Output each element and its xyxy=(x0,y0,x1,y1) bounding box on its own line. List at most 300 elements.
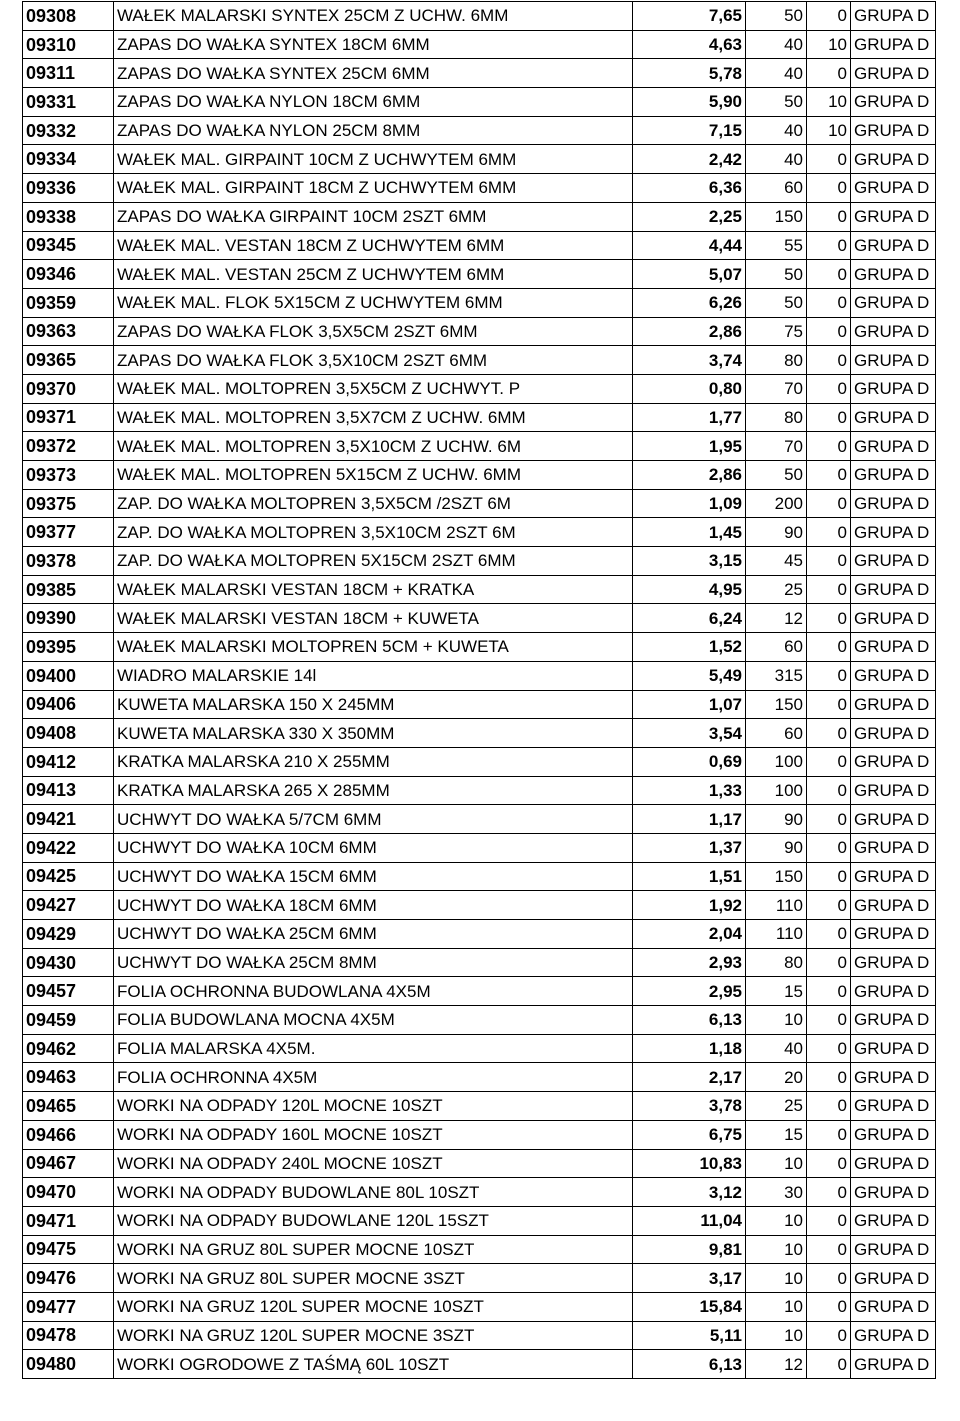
product-name: WORKI NA GRUZ 80L SUPER MOCNE 10SZT xyxy=(114,1235,633,1264)
product-quantity: 80 xyxy=(746,403,807,432)
product-name: ZAPAS DO WAŁKA GIRPAINT 10CM 2SZT 6MM xyxy=(114,202,633,231)
table-row xyxy=(23,202,936,231)
product-price: 0,80 xyxy=(633,374,746,403)
product-discount: 0 xyxy=(807,1006,851,1035)
product-quantity: 10 xyxy=(746,1321,807,1350)
product-name: ZAPAS DO WAŁKA NYLON 25CM 8MM xyxy=(114,116,633,145)
table-row xyxy=(23,1321,936,1350)
product-code: 09331 xyxy=(23,88,114,117)
product-group: GRUPA D xyxy=(851,2,936,31)
product-quantity: 25 xyxy=(746,575,807,604)
product-price: 4,95 xyxy=(633,575,746,604)
product-price: 5,07 xyxy=(633,260,746,289)
product-price: 2,42 xyxy=(633,145,746,174)
product-quantity: 50 xyxy=(746,288,807,317)
product-discount: 0 xyxy=(807,1292,851,1321)
product-discount: 0 xyxy=(807,833,851,862)
product-price: 5,11 xyxy=(633,1321,746,1350)
product-quantity: 20 xyxy=(746,1063,807,1092)
product-group: GRUPA D xyxy=(851,231,936,260)
product-group: GRUPA D xyxy=(851,776,936,805)
product-code: 09459 xyxy=(23,1006,114,1035)
product-group: GRUPA D xyxy=(851,260,936,289)
product-name: FOLIA MALARSKA 4X5M. xyxy=(114,1034,633,1063)
product-discount: 0 xyxy=(807,518,851,547)
table-row xyxy=(23,461,936,490)
product-name: UCHWYT DO WAŁKA 25CM 8MM xyxy=(114,948,633,977)
product-price: 6,26 xyxy=(633,288,746,317)
product-price: 3,54 xyxy=(633,719,746,748)
product-name: UCHWYT DO WAŁKA 10CM 6MM xyxy=(114,833,633,862)
table-row xyxy=(23,1350,936,1379)
product-quantity: 100 xyxy=(746,776,807,805)
table-row xyxy=(23,719,936,748)
table-row xyxy=(23,489,936,518)
product-quantity: 150 xyxy=(746,202,807,231)
product-price: 1,18 xyxy=(633,1034,746,1063)
product-quantity: 10 xyxy=(746,1006,807,1035)
product-price: 1,51 xyxy=(633,862,746,891)
product-code: 09406 xyxy=(23,690,114,719)
product-discount: 0 xyxy=(807,862,851,891)
product-code: 09467 xyxy=(23,1149,114,1178)
table-row xyxy=(23,547,936,576)
product-group: GRUPA D xyxy=(851,145,936,174)
product-code: 09408 xyxy=(23,719,114,748)
table-row xyxy=(23,1235,936,1264)
product-name: WORKI NA GRUZ 120L SUPER MOCNE 10SZT xyxy=(114,1292,633,1321)
product-quantity: 90 xyxy=(746,833,807,862)
product-price: 7,15 xyxy=(633,116,746,145)
product-quantity: 40 xyxy=(746,1034,807,1063)
product-price: 1,52 xyxy=(633,633,746,662)
product-code: 09475 xyxy=(23,1235,114,1264)
product-price: 7,65 xyxy=(633,2,746,31)
product-quantity: 12 xyxy=(746,604,807,633)
product-quantity: 75 xyxy=(746,317,807,346)
product-quantity: 100 xyxy=(746,747,807,776)
product-code: 09385 xyxy=(23,575,114,604)
product-group: GRUPA D xyxy=(851,633,936,662)
price-list-body xyxy=(23,2,936,1379)
table-row xyxy=(23,1034,936,1063)
product-name: WAŁEK MALARSKI VESTAN 18CM + KUWETA xyxy=(114,604,633,633)
product-code: 09477 xyxy=(23,1292,114,1321)
product-name: KRATKA MALARSKA 265 X 285MM xyxy=(114,776,633,805)
product-quantity: 80 xyxy=(746,948,807,977)
product-group: GRUPA D xyxy=(851,1034,936,1063)
product-name: WORKI NA ODPADY 120L MOCNE 10SZT xyxy=(114,1092,633,1121)
product-name: ZAPAS DO WAŁKA SYNTEX 18CM 6MM xyxy=(114,30,633,59)
product-code: 09334 xyxy=(23,145,114,174)
product-discount: 0 xyxy=(807,317,851,346)
table-row xyxy=(23,1092,936,1121)
product-group: GRUPA D xyxy=(851,489,936,518)
product-name: KRATKA MALARSKA 210 X 255MM xyxy=(114,747,633,776)
product-code: 09480 xyxy=(23,1350,114,1379)
product-price: 6,24 xyxy=(633,604,746,633)
product-group: GRUPA D xyxy=(851,288,936,317)
product-price: 3,12 xyxy=(633,1178,746,1207)
product-code: 09375 xyxy=(23,489,114,518)
product-code: 09457 xyxy=(23,977,114,1006)
product-name: WORKI NA GRUZ 80L SUPER MOCNE 3SZT xyxy=(114,1264,633,1293)
product-quantity: 60 xyxy=(746,633,807,662)
table-row xyxy=(23,346,936,375)
table-row xyxy=(23,317,936,346)
product-price: 3,17 xyxy=(633,1264,746,1293)
product-group: GRUPA D xyxy=(851,432,936,461)
product-price: 9,81 xyxy=(633,1235,746,1264)
table-row xyxy=(23,1178,936,1207)
product-discount: 0 xyxy=(807,690,851,719)
product-name: WAŁEK MAL. VESTAN 25CM Z UCHWYTEM 6MM xyxy=(114,260,633,289)
table-row xyxy=(23,2,936,31)
product-code: 09478 xyxy=(23,1321,114,1350)
table-row xyxy=(23,1006,936,1035)
product-code: 09395 xyxy=(23,633,114,662)
product-price: 1,17 xyxy=(633,805,746,834)
table-row xyxy=(23,288,936,317)
table-row xyxy=(23,1120,936,1149)
product-group: GRUPA D xyxy=(851,948,936,977)
table-row xyxy=(23,88,936,117)
product-code: 09332 xyxy=(23,116,114,145)
product-price: 4,63 xyxy=(633,30,746,59)
product-discount: 0 xyxy=(807,145,851,174)
product-quantity: 12 xyxy=(746,1350,807,1379)
product-name: ZAPAS DO WAŁKA FLOK 3,5X5CM 2SZT 6MM xyxy=(114,317,633,346)
product-name: WORKI NA ODPADY BUDOWLANE 80L 10SZT xyxy=(114,1178,633,1207)
product-group: GRUPA D xyxy=(851,1178,936,1207)
table-row xyxy=(23,432,936,461)
product-group: GRUPA D xyxy=(851,575,936,604)
table-row xyxy=(23,231,936,260)
product-discount: 10 xyxy=(807,30,851,59)
product-price: 2,04 xyxy=(633,920,746,949)
product-name: WORKI NA ODPADY 240L MOCNE 10SZT xyxy=(114,1149,633,1178)
product-group: GRUPA D xyxy=(851,317,936,346)
product-quantity: 150 xyxy=(746,862,807,891)
product-group: GRUPA D xyxy=(851,1006,936,1035)
product-code: 09421 xyxy=(23,805,114,834)
product-quantity: 50 xyxy=(746,2,807,31)
product-price: 2,25 xyxy=(633,202,746,231)
table-row xyxy=(23,747,936,776)
product-group: GRUPA D xyxy=(851,30,936,59)
product-discount: 0 xyxy=(807,920,851,949)
product-price: 2,95 xyxy=(633,977,746,1006)
product-name: WAŁEK MAL. MOLTOPREN 3,5X5CM Z UCHWYT. P xyxy=(114,374,633,403)
product-discount: 0 xyxy=(807,231,851,260)
product-quantity: 25 xyxy=(746,1092,807,1121)
product-discount: 0 xyxy=(807,547,851,576)
product-group: GRUPA D xyxy=(851,1292,936,1321)
product-quantity: 40 xyxy=(746,145,807,174)
table-row xyxy=(23,776,936,805)
table-row xyxy=(23,374,936,403)
product-name: WAŁEK MALARSKI SYNTEX 25CM Z UCHW. 6MM xyxy=(114,2,633,31)
product-discount: 0 xyxy=(807,403,851,432)
product-discount: 0 xyxy=(807,805,851,834)
product-price: 1,09 xyxy=(633,489,746,518)
table-row xyxy=(23,30,936,59)
table-row xyxy=(23,575,936,604)
product-price: 2,86 xyxy=(633,461,746,490)
product-quantity: 90 xyxy=(746,518,807,547)
product-price: 3,74 xyxy=(633,346,746,375)
product-discount: 0 xyxy=(807,1178,851,1207)
product-code: 09413 xyxy=(23,776,114,805)
product-price: 5,49 xyxy=(633,661,746,690)
product-quantity: 10 xyxy=(746,1206,807,1235)
product-group: GRUPA D xyxy=(851,403,936,432)
table-row xyxy=(23,174,936,203)
product-name: WAŁEK MAL. GIRPAINT 18CM Z UCHWYTEM 6MM xyxy=(114,174,633,203)
product-code: 09476 xyxy=(23,1264,114,1293)
product-price: 10,83 xyxy=(633,1149,746,1178)
product-discount: 0 xyxy=(807,1092,851,1121)
product-name: WORKI NA ODPADY BUDOWLANE 120L 15SZT xyxy=(114,1206,633,1235)
product-name: FOLIA BUDOWLANA MOCNA 4X5M xyxy=(114,1006,633,1035)
product-price: 2,86 xyxy=(633,317,746,346)
product-discount: 0 xyxy=(807,489,851,518)
product-name: WORKI NA ODPADY 160L MOCNE 10SZT xyxy=(114,1120,633,1149)
table-row xyxy=(23,633,936,662)
product-group: GRUPA D xyxy=(851,88,936,117)
product-code: 09466 xyxy=(23,1120,114,1149)
product-group: GRUPA D xyxy=(851,202,936,231)
product-price: 1,92 xyxy=(633,891,746,920)
product-name: WAŁEK MAL. GIRPAINT 10CM Z UCHWYTEM 6MM xyxy=(114,145,633,174)
product-group: GRUPA D xyxy=(851,1206,936,1235)
table-row xyxy=(23,403,936,432)
product-code: 09371 xyxy=(23,403,114,432)
table-row xyxy=(23,1206,936,1235)
product-group: GRUPA D xyxy=(851,805,936,834)
product-discount: 0 xyxy=(807,948,851,977)
product-discount: 0 xyxy=(807,661,851,690)
product-quantity: 70 xyxy=(746,432,807,461)
product-name: WAŁEK MAL. MOLTOPREN 3,5X7CM Z UCHW. 6MM xyxy=(114,403,633,432)
product-code: 09311 xyxy=(23,59,114,88)
table-row xyxy=(23,116,936,145)
product-discount: 0 xyxy=(807,432,851,461)
product-price: 1,45 xyxy=(633,518,746,547)
product-quantity: 15 xyxy=(746,1120,807,1149)
product-code: 09372 xyxy=(23,432,114,461)
table-row xyxy=(23,977,936,1006)
product-quantity: 40 xyxy=(746,59,807,88)
product-code: 09338 xyxy=(23,202,114,231)
product-group: GRUPA D xyxy=(851,1120,936,1149)
table-row xyxy=(23,862,936,891)
table-row xyxy=(23,948,936,977)
product-quantity: 80 xyxy=(746,346,807,375)
product-price: 1,33 xyxy=(633,776,746,805)
product-quantity: 55 xyxy=(746,231,807,260)
product-code: 09390 xyxy=(23,604,114,633)
product-price: 2,93 xyxy=(633,948,746,977)
product-code: 09463 xyxy=(23,1063,114,1092)
product-quantity: 110 xyxy=(746,920,807,949)
product-name: ZAP. DO WAŁKA MOLTOPREN 3,5X5CM /2SZT 6M xyxy=(114,489,633,518)
product-group: GRUPA D xyxy=(851,1264,936,1293)
product-quantity: 70 xyxy=(746,374,807,403)
table-row xyxy=(23,260,936,289)
product-quantity: 60 xyxy=(746,719,807,748)
product-name: WAŁEK MAL. FLOK 5X15CM Z UCHWYTEM 6MM xyxy=(114,288,633,317)
product-price: 2,17 xyxy=(633,1063,746,1092)
product-price: 1,07 xyxy=(633,690,746,719)
product-name: FOLIA OCHRONNA 4X5M xyxy=(114,1063,633,1092)
product-discount: 0 xyxy=(807,461,851,490)
product-price: 5,90 xyxy=(633,88,746,117)
product-group: GRUPA D xyxy=(851,719,936,748)
product-code: 09370 xyxy=(23,374,114,403)
product-code: 09310 xyxy=(23,30,114,59)
price-list-table xyxy=(22,1,936,1379)
product-code: 09365 xyxy=(23,346,114,375)
product-name: KUWETA MALARSKA 330 X 350MM xyxy=(114,719,633,748)
product-code: 09378 xyxy=(23,547,114,576)
product-code: 09429 xyxy=(23,920,114,949)
product-price: 1,37 xyxy=(633,833,746,862)
product-name: ZAPAS DO WAŁKA SYNTEX 25CM 6MM xyxy=(114,59,633,88)
product-name: UCHWYT DO WAŁKA 18CM 6MM xyxy=(114,891,633,920)
table-row xyxy=(23,920,936,949)
product-discount: 0 xyxy=(807,288,851,317)
product-name: KUWETA MALARSKA 150 X 245MM xyxy=(114,690,633,719)
product-quantity: 15 xyxy=(746,977,807,1006)
table-row xyxy=(23,833,936,862)
product-name: WAŁEK MAL. MOLTOPREN 3,5X10CM Z UCHW. 6M xyxy=(114,432,633,461)
product-name: WAŁEK MAL. VESTAN 18CM Z UCHWYTEM 6MM xyxy=(114,231,633,260)
product-code: 09373 xyxy=(23,461,114,490)
product-discount: 0 xyxy=(807,604,851,633)
product-quantity: 50 xyxy=(746,461,807,490)
product-price: 0,69 xyxy=(633,747,746,776)
table-row xyxy=(23,1063,936,1092)
product-name: ZAPAS DO WAŁKA FLOK 3,5X10CM 2SZT 6MM xyxy=(114,346,633,375)
table-row xyxy=(23,805,936,834)
product-discount: 0 xyxy=(807,1120,851,1149)
product-group: GRUPA D xyxy=(851,747,936,776)
product-name: WAŁEK MAL. MOLTOPREN 5X15CM Z UCHW. 6MM xyxy=(114,461,633,490)
product-discount: 0 xyxy=(807,747,851,776)
product-name: FOLIA OCHRONNA BUDOWLANA 4X5M xyxy=(114,977,633,1006)
product-quantity: 10 xyxy=(746,1149,807,1178)
product-code: 09359 xyxy=(23,288,114,317)
product-price: 6,13 xyxy=(633,1006,746,1035)
product-discount: 0 xyxy=(807,1264,851,1293)
product-name: UCHWYT DO WAŁKA 25CM 6MM xyxy=(114,920,633,949)
product-code: 09412 xyxy=(23,747,114,776)
product-discount: 0 xyxy=(807,891,851,920)
product-group: GRUPA D xyxy=(851,1350,936,1379)
product-price: 4,44 xyxy=(633,231,746,260)
product-code: 09345 xyxy=(23,231,114,260)
product-group: GRUPA D xyxy=(851,461,936,490)
product-name: WORKI OGRODOWE Z TAŚMĄ 60L 10SZT xyxy=(114,1350,633,1379)
product-group: GRUPA D xyxy=(851,1235,936,1264)
product-discount: 0 xyxy=(807,260,851,289)
product-discount: 0 xyxy=(807,719,851,748)
table-row xyxy=(23,518,936,547)
product-discount: 0 xyxy=(807,1206,851,1235)
product-code: 09400 xyxy=(23,661,114,690)
product-discount: 0 xyxy=(807,1350,851,1379)
product-discount: 0 xyxy=(807,2,851,31)
product-discount: 0 xyxy=(807,776,851,805)
product-discount: 0 xyxy=(807,575,851,604)
product-quantity: 315 xyxy=(746,661,807,690)
product-price: 11,04 xyxy=(633,1206,746,1235)
product-group: GRUPA D xyxy=(851,116,936,145)
product-name: WORKI NA GRUZ 120L SUPER MOCNE 3SZT xyxy=(114,1321,633,1350)
product-code: 09346 xyxy=(23,260,114,289)
table-row xyxy=(23,1292,936,1321)
table-row xyxy=(23,145,936,174)
product-discount: 0 xyxy=(807,174,851,203)
product-group: GRUPA D xyxy=(851,174,936,203)
product-price: 6,13 xyxy=(633,1350,746,1379)
product-quantity: 10 xyxy=(746,1264,807,1293)
product-name: UCHWYT DO WAŁKA 5/7CM 6MM xyxy=(114,805,633,834)
product-code: 09430 xyxy=(23,948,114,977)
product-code: 09471 xyxy=(23,1206,114,1235)
product-discount: 0 xyxy=(807,977,851,1006)
product-code: 09308 xyxy=(23,2,114,31)
product-discount: 0 xyxy=(807,202,851,231)
product-code: 09336 xyxy=(23,174,114,203)
product-group: GRUPA D xyxy=(851,1063,936,1092)
product-price: 3,15 xyxy=(633,547,746,576)
product-discount: 0 xyxy=(807,1235,851,1264)
product-quantity: 50 xyxy=(746,88,807,117)
product-code: 09377 xyxy=(23,518,114,547)
product-quantity: 30 xyxy=(746,1178,807,1207)
table-row xyxy=(23,891,936,920)
product-group: GRUPA D xyxy=(851,977,936,1006)
product-discount: 10 xyxy=(807,116,851,145)
table-row xyxy=(23,59,936,88)
product-quantity: 150 xyxy=(746,690,807,719)
product-group: GRUPA D xyxy=(851,1092,936,1121)
product-quantity: 10 xyxy=(746,1292,807,1321)
product-group: GRUPA D xyxy=(851,547,936,576)
product-discount: 0 xyxy=(807,1063,851,1092)
product-group: GRUPA D xyxy=(851,891,936,920)
product-discount: 0 xyxy=(807,1321,851,1350)
product-code: 09425 xyxy=(23,862,114,891)
product-group: GRUPA D xyxy=(851,661,936,690)
product-price: 6,36 xyxy=(633,174,746,203)
product-quantity: 200 xyxy=(746,489,807,518)
product-code: 09427 xyxy=(23,891,114,920)
product-name: UCHWYT DO WAŁKA 15CM 6MM xyxy=(114,862,633,891)
product-quantity: 40 xyxy=(746,116,807,145)
product-price: 3,78 xyxy=(633,1092,746,1121)
product-price: 1,77 xyxy=(633,403,746,432)
product-price: 15,84 xyxy=(633,1292,746,1321)
product-quantity: 40 xyxy=(746,30,807,59)
product-name: WIADRO MALARSKIE 14l xyxy=(114,661,633,690)
product-code: 09462 xyxy=(23,1034,114,1063)
product-group: GRUPA D xyxy=(851,59,936,88)
product-group: GRUPA D xyxy=(851,374,936,403)
product-group: GRUPA D xyxy=(851,920,936,949)
